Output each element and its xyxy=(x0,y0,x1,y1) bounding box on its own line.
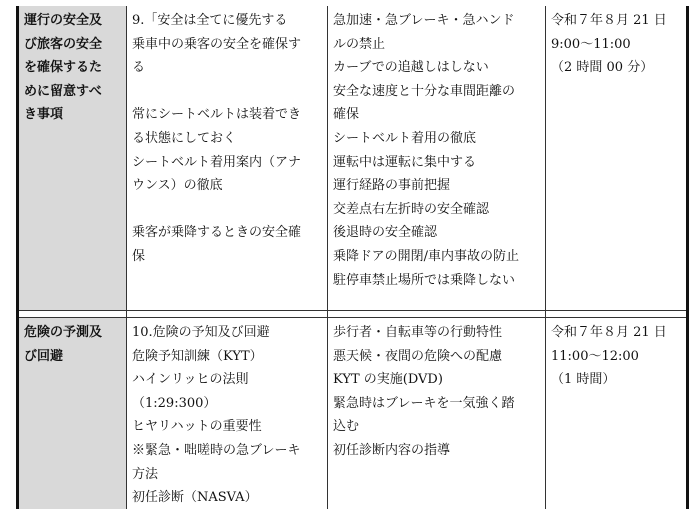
detail-line: 駐停車禁止場所では乗降しない xyxy=(333,272,516,288)
topic-cell xyxy=(18,318,127,509)
detail-line: 悪天候・夜間の危険への配慮 xyxy=(333,348,503,364)
detail-line: 後退時の安全確認 xyxy=(333,225,438,241)
detail-line: 安全な速度と十分な車間距離の xyxy=(333,83,516,99)
row-gap xyxy=(18,311,688,318)
detail-line: シートベルト着用の徹底 xyxy=(333,130,477,146)
detail-cell xyxy=(328,318,546,509)
time-duration: （2 時間 00 分） xyxy=(551,60,654,76)
detail-line: 緊急時はブレーキを一気強く踏 xyxy=(333,395,515,411)
content-line: ウンス）の徹底 xyxy=(132,178,223,194)
detail-line: 込む xyxy=(333,419,360,435)
content-line: ヒヤリハットの重要性 xyxy=(132,419,262,435)
table-row xyxy=(18,6,688,311)
time-cell xyxy=(546,6,688,311)
content-line: （1:29:300） xyxy=(132,395,217,411)
topic-line: び回避 xyxy=(24,348,64,364)
detail-line: 運行経路の事前把握 xyxy=(333,178,451,194)
content-line: 10.危険の予知及び回避 xyxy=(132,325,270,340)
topic-line: を確保するた xyxy=(24,60,103,76)
detail-line: ルの禁止 xyxy=(333,36,386,52)
content-line: 危険予知訓練（KYT） xyxy=(132,348,263,364)
content-line: ※緊急・咄嗟時の急ブレーキ xyxy=(132,442,301,458)
table-row xyxy=(18,318,688,509)
topic-line: 危険の予測及 xyxy=(24,325,103,340)
content-cell xyxy=(127,318,328,509)
content-line: 初任診断（NASVA） xyxy=(132,490,258,506)
topic-cell xyxy=(18,6,127,311)
blank-line xyxy=(132,80,322,104)
content-line: 乗車中の乗客の安全を確保す xyxy=(132,36,302,52)
time-range: 11:00～12:00 xyxy=(551,348,639,364)
content-line: 方法 xyxy=(132,466,159,482)
content-line: る xyxy=(132,60,146,76)
detail-line: KYT の実施(DVD) xyxy=(333,372,443,388)
time-date: 令和７年８月 21 日 xyxy=(551,325,667,340)
training-schedule-table xyxy=(16,6,689,509)
topic-line: 運行の安全及 xyxy=(24,13,103,28)
content-cell xyxy=(127,6,328,311)
content-line: 9.「安全は全てに優先する xyxy=(132,13,288,28)
topic-line: び旅客の安全 xyxy=(24,36,103,52)
content-line: 保 xyxy=(132,248,146,264)
time-duration: （1 時間） xyxy=(551,372,616,388)
time-cell xyxy=(546,318,688,509)
content-line: シートベルト着用案内（アナ xyxy=(132,154,302,170)
detail-cell xyxy=(328,6,546,311)
content-line: 乗客が乗降するときの安全確 xyxy=(132,225,302,241)
detail-line: 急加速・急ブレーキ・急ハンド xyxy=(333,13,515,28)
detail-line: 乗降ドアの開閉/車内事故の防止 xyxy=(333,248,519,264)
detail-line: 運転中は運転に集中する xyxy=(333,154,477,170)
content-line: ハインリッヒの法則 xyxy=(132,372,249,388)
content-line: 常にシートベルトは装着でき xyxy=(132,107,302,123)
detail-line: 交差点右左折時の安全確認 xyxy=(333,201,490,217)
topic-line: き事項 xyxy=(24,107,64,123)
topic-line: めに留意すべ xyxy=(24,83,102,99)
detail-line: 初任診断内容の指導 xyxy=(333,442,451,458)
detail-line: 歩行者・自転車等の行動特性 xyxy=(333,325,503,340)
time-range: 9:00～11:00 xyxy=(551,36,631,52)
detail-line: 確保 xyxy=(333,107,360,123)
blank-line xyxy=(132,198,322,222)
detail-line: カーブでの追越しはしない xyxy=(333,60,489,76)
content-line: る状態にしておく xyxy=(132,130,237,146)
time-date: 令和７年８月 21 日 xyxy=(551,13,667,28)
